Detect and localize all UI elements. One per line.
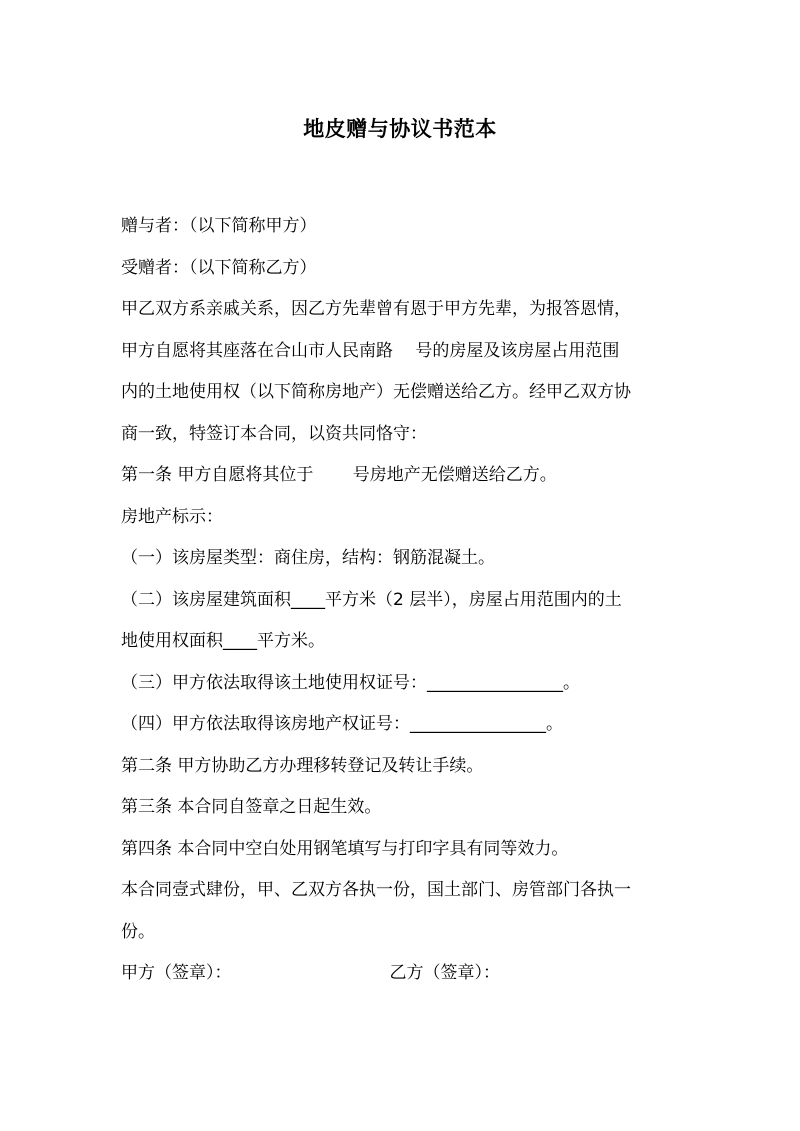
intro-line-3: 内的土地使用权（以下简称房地产）无偿赠送给乙方。经甲乙双方协 bbox=[121, 382, 631, 402]
intro-line-2: 甲方自愿将其座落在合山市人民南路 号的房屋及该房屋占用范围 bbox=[121, 340, 620, 361]
article-2: 第二条 甲方协助乙方办理移转登记及转让手续。 bbox=[121, 755, 484, 776]
property-item-2 bbox=[121, 580, 687, 663]
article-1: 第一条 甲方自愿将其位于 号房地产无偿赠送给乙方。 bbox=[121, 465, 557, 485]
party-b-signature-label: 乙方（签章）： bbox=[389, 963, 500, 983]
copies-paragraph bbox=[121, 870, 687, 953]
donee-line: 受赠者：（以下简称乙方） bbox=[121, 257, 317, 278]
intro-line-1: 甲乙双方系亲戚关系，因乙方先辈曾有恩于甲方先辈，为报答恩情， bbox=[121, 299, 631, 319]
document-body bbox=[121, 206, 687, 995]
property-item-4: （四）甲方依法取得该房地产权证号：________________。 bbox=[121, 714, 563, 734]
intro-paragraph bbox=[121, 289, 687, 455]
article-3: 第三条 本合同自签章之日起生效。 bbox=[121, 797, 382, 817]
property-item-2-line-2: 地使用权面积____平方米。 bbox=[121, 631, 325, 651]
donor-line: 赠与者：（以下简称甲方） bbox=[121, 216, 317, 236]
property-item-3: （三）甲方依法取得该土地使用权证号：________________。 bbox=[121, 672, 580, 693]
property-label: 房地产标示： bbox=[121, 506, 223, 527]
article-4: 第四条 本合同中空白处用钢笔填写与打印字具有同等效力。 bbox=[121, 838, 569, 859]
copies-line-2: 份。 bbox=[121, 921, 155, 942]
property-item-1: （一）该房屋类型：商住房，结构：钢筋混凝土。 bbox=[121, 548, 495, 568]
document-title: 地皮赠与协议书范本 bbox=[303, 117, 497, 141]
copies-line-1: 本合同壹式肆份，甲、乙双方各执一份，国土部门、房管部门各执一 bbox=[121, 880, 631, 900]
party-a-signature-label: 甲方（签章）： bbox=[121, 963, 232, 983]
property-item-2-line-1: （二）该房屋建筑面积____平方米（2 层半），房屋占用范围内的土 bbox=[121, 589, 622, 610]
intro-line-4: 商一致，特签订本合同，以资共同恪守： bbox=[121, 423, 427, 444]
signature-row bbox=[121, 953, 687, 995]
